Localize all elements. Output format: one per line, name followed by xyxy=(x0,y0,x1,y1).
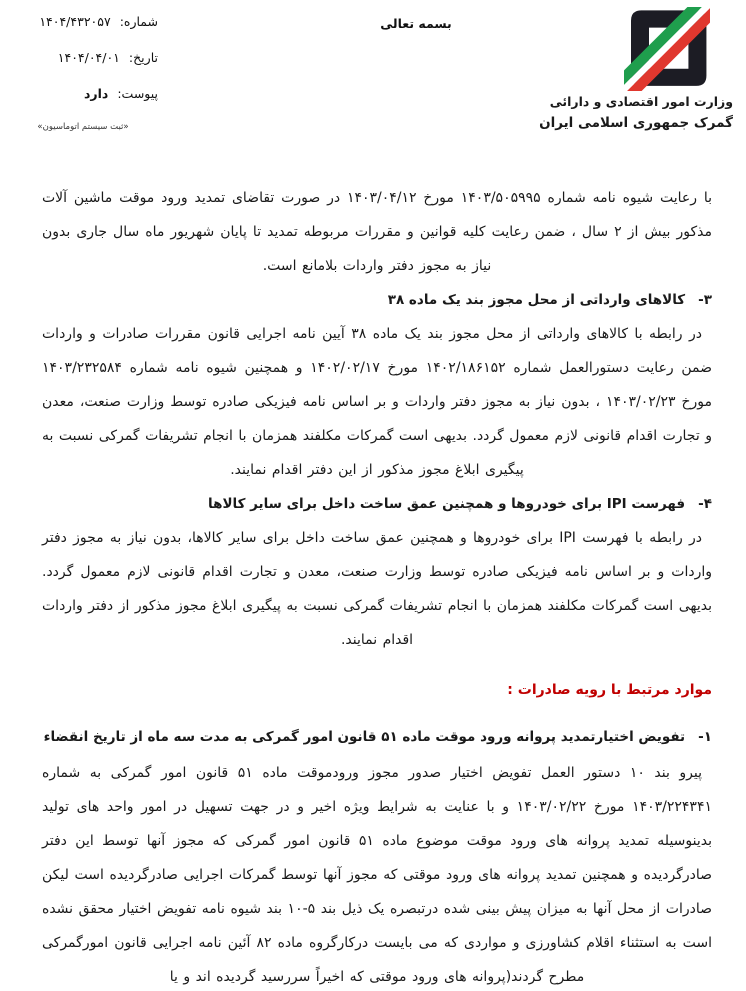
letter-date-value: ۱۴۰۴/۰۴/۰۱ xyxy=(57,50,120,65)
ministry-name: وزارت امور اقتصادی و دارائی xyxy=(549,94,733,109)
automation-system-note: «ثبت سیستم اتوماسیون» xyxy=(37,122,129,132)
letter-number-label: شماره: xyxy=(119,14,158,29)
paragraph-ipi-list: در رابطه با فهرست IPI برای خودروها و همچنین عمق ساخت داخل برای سایر کالاها، بدون نیاز به مجوز دفتر واردات و بر اساس نامه فیزیکی صادره توسط وزارت صنعت، معدن و تجارت اقدام قانونی لازم معمول گردد. بدیهی است گمرکات مکلفند همزمان با انجام تشریفات گمرکی نسبت به پیگیری ابلاغ مجوز مذکور از دفتر واردات اقدام نمایند. xyxy=(42,530,712,648)
paragraph-article-38-goods: در رابطه با کالاهای وارداتی از محل مجوز بند یک ماده ۳۸ آیین نامه اجرایی قانون مقررات صادرات و واردات ضمن رعایت دستورالعمل شماره ۱۴۰۲/۱۸۶۱۵۲ مورخ ۱۴۰۲/۰۲/۱۷ و همچنین شیوه نامه شماره ۱۴۰۳/۲۳۲۵۸۴ مورخ ۱۴۰۳/۰۲/۲۳ ، بدون نیاز به مجوز دفتر واردات و بر اساس نامه فیزیکی صادره توسط وزارت صنعت، معدن و تجارت اقدام قانونی لازم معمول گردد. بدیهی است گمرکات مکلفند همزمان با انجام تشریفات گمرکی نسبت به پیگیری ابلاغ مجوز مذکور از این دفتر اقدام نمایند. xyxy=(42,326,713,478)
letter-meta-block xyxy=(8,14,158,132)
letter-number-value: ۱۴۰۴/۴۳۲۰۵۷ xyxy=(39,14,111,29)
section-3-title: کالاهای وارداتی از محل مجوز بند یک ماده ۳۸ xyxy=(387,292,686,308)
letter-date-row xyxy=(8,50,158,65)
letter-attachment-row xyxy=(8,86,158,101)
letter-date-label: تاریخ: xyxy=(128,50,158,65)
letter-attachment-value: دارد xyxy=(84,86,109,101)
customs-organization-name: گمرک جمهوری اسلامی ایران xyxy=(539,115,733,131)
heading-section-3 xyxy=(42,283,712,317)
section-3-number: ۳- xyxy=(698,292,712,308)
besmeh-taali-heading: بسمه تعالی xyxy=(380,16,452,31)
letter-attachment-label: پیوست: xyxy=(117,86,158,101)
letter-body xyxy=(42,181,712,991)
export-procedures-red-heading: موارد مرتبط با رویه صادرات : xyxy=(507,682,712,698)
heading-section-4 xyxy=(42,487,712,521)
section-1-number: ۱- xyxy=(698,729,712,745)
organization-block xyxy=(539,7,733,131)
paragraph-article-51-delegation: پیرو بند ۱۰ دستور العمل تفویض اختیار صدور مجوز ورودموقت ماده ۵۱ قانون امور گمرکی به شماره ۱۴۰۳/۲۲۴۳۴۱ مورخ ۱۴۰۳/۰۲/۲۲ و با عنایت به شرایط ویژه اخیر و در جهت تسهیل در امور واحد های تولید بدینوسیله تمدید پروانه های ورود موقت موضوع ماده ۵۱ قانون امور گمرکی که مجوز آنها توسط این دفتر صادرگردیده و همچنین تمدید پروانه های ورود موقتی که مجوز آنها توسط گمرکات اجرایی صادرگردیده است لیکن صادرات از محل آنها به میزان پیش بینی شده درتبصره یک ذیل بند ۵-۱۰ بند شیوه نامه تفویض اختیار محقق نشده است به استثناء اقلام کشاورزی و مواردی که می بایست درکارگروه ماده ۸۲ آئین نامه اجرایی قانون امورگمرکی مطرح گردند(پروانه های ورود موقتی که اخیراً سررسید گردیده اند و یا xyxy=(42,765,713,985)
section-1-title: تفویض اختیارتمدید پروانه ورود موقت ماده ۵۱ قانون امور گمرکی به مدت سه ماه از تاریخ انقضاء xyxy=(43,729,686,745)
letter-number-row xyxy=(8,14,158,29)
section-4-title: فهرست IPI برای خودروها و همچنین عمق ساخت داخل برای سایر کالاها xyxy=(208,496,686,512)
iran-customs-logo-icon xyxy=(624,7,710,91)
section-4-number: ۴- xyxy=(698,496,712,512)
heading-section-1-export xyxy=(42,720,712,754)
paragraph-temporary-import-extension: با رعایت شیوه نامه شماره ۱۴۰۳/۵۰۵۹۹۵ مورخ ۱۴۰۳/۰۴/۱۲ در صورت تقاضای تمدید ورود موقت ماشین آلات مذکور بیش از ۲ سال ، ضمن رعایت کلیه قوانین و مقررات مربوطه تمدید تا پایان شهریور ماه سال جاری بدون نیاز به مجوز دفتر واردات بلامانع است. xyxy=(42,190,713,274)
